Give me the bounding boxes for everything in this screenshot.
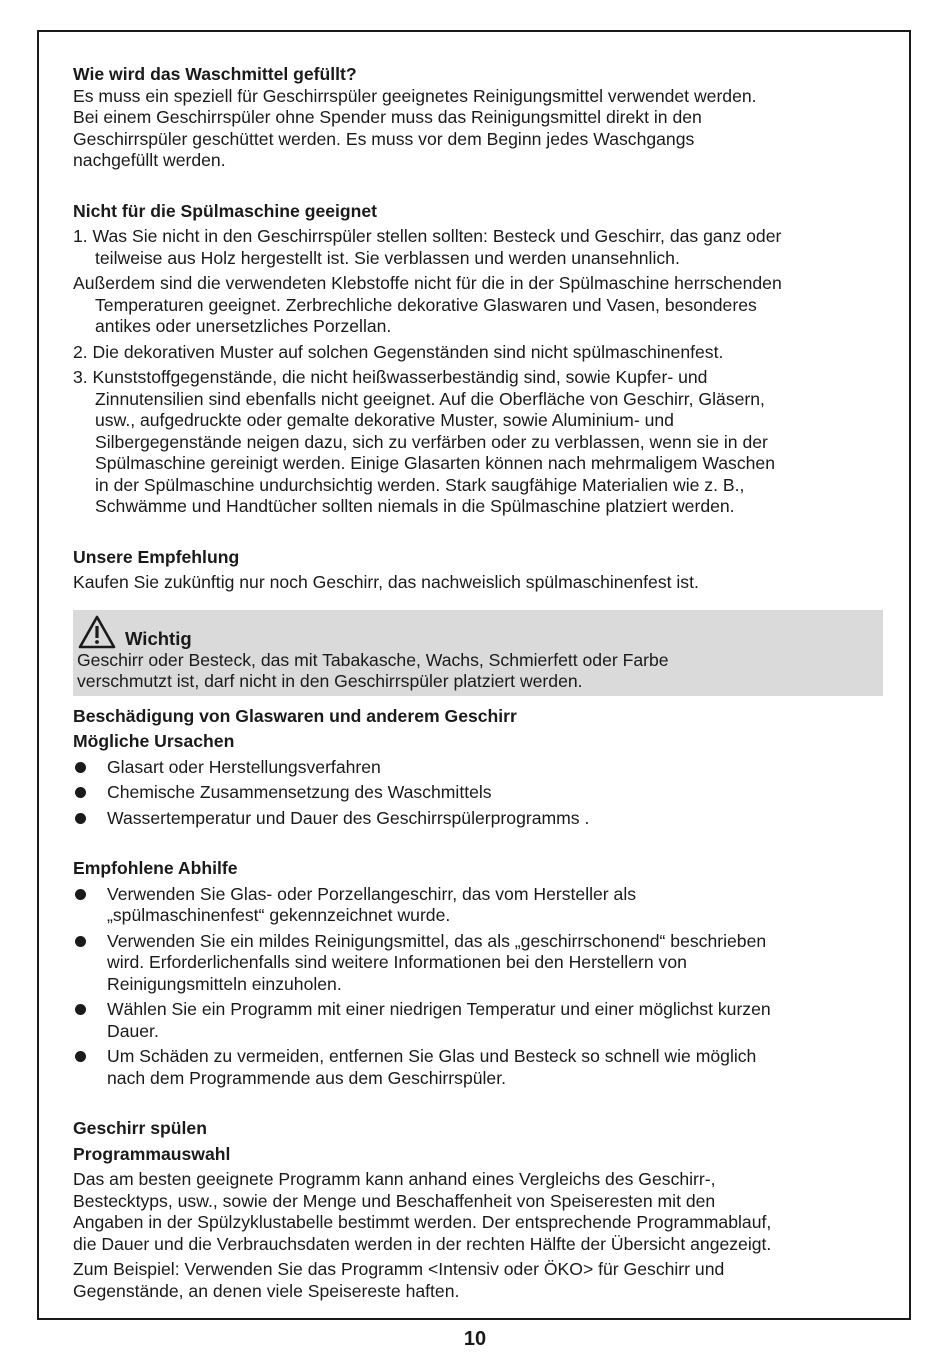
paragraph-line: Gegenstände, an denen viele Speisereste haften. bbox=[73, 1280, 460, 1301]
paragraph-line: die Dauer und die Verbrauchsdaten werden in der rechten Hälfte der Übersicht angezeigt. bbox=[73, 1233, 772, 1254]
subheading-causes: Mögliche Ursachen bbox=[73, 731, 235, 751]
subheading-program-selection: Programmauswahl bbox=[73, 1143, 231, 1164]
bullet-icon bbox=[75, 813, 86, 824]
section-heading-recommendation: Unsere Empfehlung bbox=[73, 546, 240, 567]
page-number: 10 bbox=[463, 1328, 487, 1350]
list-item-line: teilweise aus Holz hergestellt ist. Sie verblassen und werden unansehnlich. bbox=[95, 247, 680, 268]
list-item-line: Spülmaschine gereinigt werden. Einige Glasarten können nach mehrmaligem Waschen bbox=[95, 453, 776, 473]
bullet-icon bbox=[75, 1004, 86, 1015]
warning-line: Geschirr oder Besteck, das mit Tabakasche, Wachs, Schmierfett oder Farbe bbox=[77, 649, 669, 670]
warning-triangle-icon bbox=[77, 614, 117, 650]
bullet-item: Wassertemperatur und Dauer des Geschirrspülerprogramms . bbox=[73, 808, 883, 830]
section-heading-detergent: Wie wird das Waschmittel gefüllt? bbox=[73, 64, 357, 84]
list-item: 2. Die dekorativen Muster auf solchen Gegenständen sind nicht spülmaschinenfest. bbox=[73, 341, 724, 362]
section-heading-not-suitable: Nicht für die Spülmaschine geeignet bbox=[73, 200, 378, 221]
page-frame bbox=[37, 30, 911, 1320]
paragraph-line: Das am besten geeignete Programm kann anhand eines Vergleichs des Geschirr-, bbox=[73, 1169, 716, 1189]
warning-line: verschmutzt ist, darf nicht in den Geschirrspüler platziert werden. bbox=[77, 671, 583, 691]
list-item-line: usw., aufgedruckte oder gemalte dekorative Muster, sowie Aluminium- und bbox=[95, 410, 674, 430]
list-item-line: 1. Was Sie nicht in den Geschirrspüler stellen sollten: Besteck und Geschirr, das ganz oder bbox=[73, 226, 782, 246]
bullet-item: Um Schäden zu vermeiden, entfernen Sie Glas und Besteck so schnell wie möglich nach dem Programmende aus dem Geschirrspüler. bbox=[73, 1046, 883, 1089]
section-heading-glass-damage: Beschädigung von Glaswaren und anderem Geschirr bbox=[73, 705, 517, 726]
list-item bbox=[73, 367, 883, 518]
list-item-line: Zinnutensilien sind ebenfalls nicht geeignet. Auf die Oberfläche von Geschirr, Gläsern, bbox=[95, 388, 765, 409]
list-item-line: Temperaturen geeignet. Zerbrechliche dekorative Glaswaren und Vasen, besonderes bbox=[95, 294, 757, 315]
list-item-line: in der Spülmaschine undurchsichtig werden. Stark saugfähige Materialien wie z. B., bbox=[95, 474, 745, 495]
paragraph-line: nachgefüllt werden. bbox=[73, 150, 226, 170]
paragraph-line: Es muss ein speziell für Geschirrspüler geeignetes Reinigungsmittel verwendet werden. bbox=[73, 85, 757, 106]
list-item bbox=[73, 273, 883, 338]
bullet-icon bbox=[75, 762, 86, 773]
bullet-item: Verwenden Sie ein mildes Reinigungsmittel, das als „geschirrschonend“ beschrieben wird. Erforderlichenfalls sind weitere Informationen bei den Herstellern von Reinigungsmitteln einzuholen. bbox=[73, 931, 883, 996]
bullet-item: Glasart oder Herstellungsverfahren bbox=[73, 757, 883, 779]
page-content bbox=[73, 64, 883, 1302]
section-heading-remedy: Empfohlene Abhilfe bbox=[73, 858, 238, 878]
warning-box bbox=[73, 610, 883, 696]
list-item-line: Schwämme und Handtücher sollten niemals in die Spülmaschine platziert werden. bbox=[95, 496, 735, 516]
bullet-icon bbox=[75, 936, 86, 947]
paragraph-line: Zum Beispiel: Verwenden Sie das Programm <Intensiv oder ÖKO> für Geschirr und bbox=[73, 1259, 725, 1279]
list-item-line: Silbergegenstände neigen dazu, sich zu verfärben oder zu verblassen, wenn sie in der bbox=[95, 431, 768, 452]
paragraph-line: Bei einem Geschirrspüler ohne Spender muss das Reinigungsmittel direkt in den bbox=[73, 107, 702, 127]
bullet-item: Chemische Zusammensetzung des Waschmittels bbox=[73, 782, 883, 804]
recommendation-text: Kaufen Sie zukünftig nur noch Geschirr, das nachweislich spülmaschinenfest ist. bbox=[73, 572, 699, 592]
section-heading-dishwashing: Geschirr spülen bbox=[73, 1118, 207, 1138]
paragraph-line: Bestecktyps, usw., sowie der Menge und Beschaffenheit von Speiseresten mit den bbox=[73, 1190, 716, 1211]
list-item bbox=[73, 226, 883, 269]
paragraph-line: Geschirrspüler geschüttet werden. Es muss vor dem Beginn jedes Waschgangs bbox=[73, 128, 695, 149]
bullet-icon bbox=[75, 889, 86, 900]
list-item-line: antikes oder unersetzliches Porzellan. bbox=[95, 316, 392, 336]
bullet-item: Wählen Sie ein Programm mit einer niedrigen Temperatur und einer möglichst kurzen Dauer. bbox=[73, 999, 883, 1042]
bullet-icon bbox=[75, 787, 86, 798]
paragraph-line: Angaben in der Spülzyklustabelle bestimmt werden. Der entsprechende Programmablauf, bbox=[73, 1212, 772, 1232]
list-item-line: 3. Kunststoffgegenstände, die nicht heißwasserbeständig sind, sowie Kupfer- und bbox=[73, 367, 708, 387]
list-item-line: Außerdem sind die verwendeten Klebstoffe nicht für die in der Spülmaschine herrschenden bbox=[73, 273, 782, 293]
bullet-item: Verwenden Sie Glas- oder Porzellangeschirr, das vom Hersteller als „spülmaschinenfest“ gekennzeichnet wurde. bbox=[73, 884, 883, 927]
warning-title: Wichtig bbox=[125, 627, 192, 649]
bullet-icon bbox=[75, 1051, 86, 1062]
